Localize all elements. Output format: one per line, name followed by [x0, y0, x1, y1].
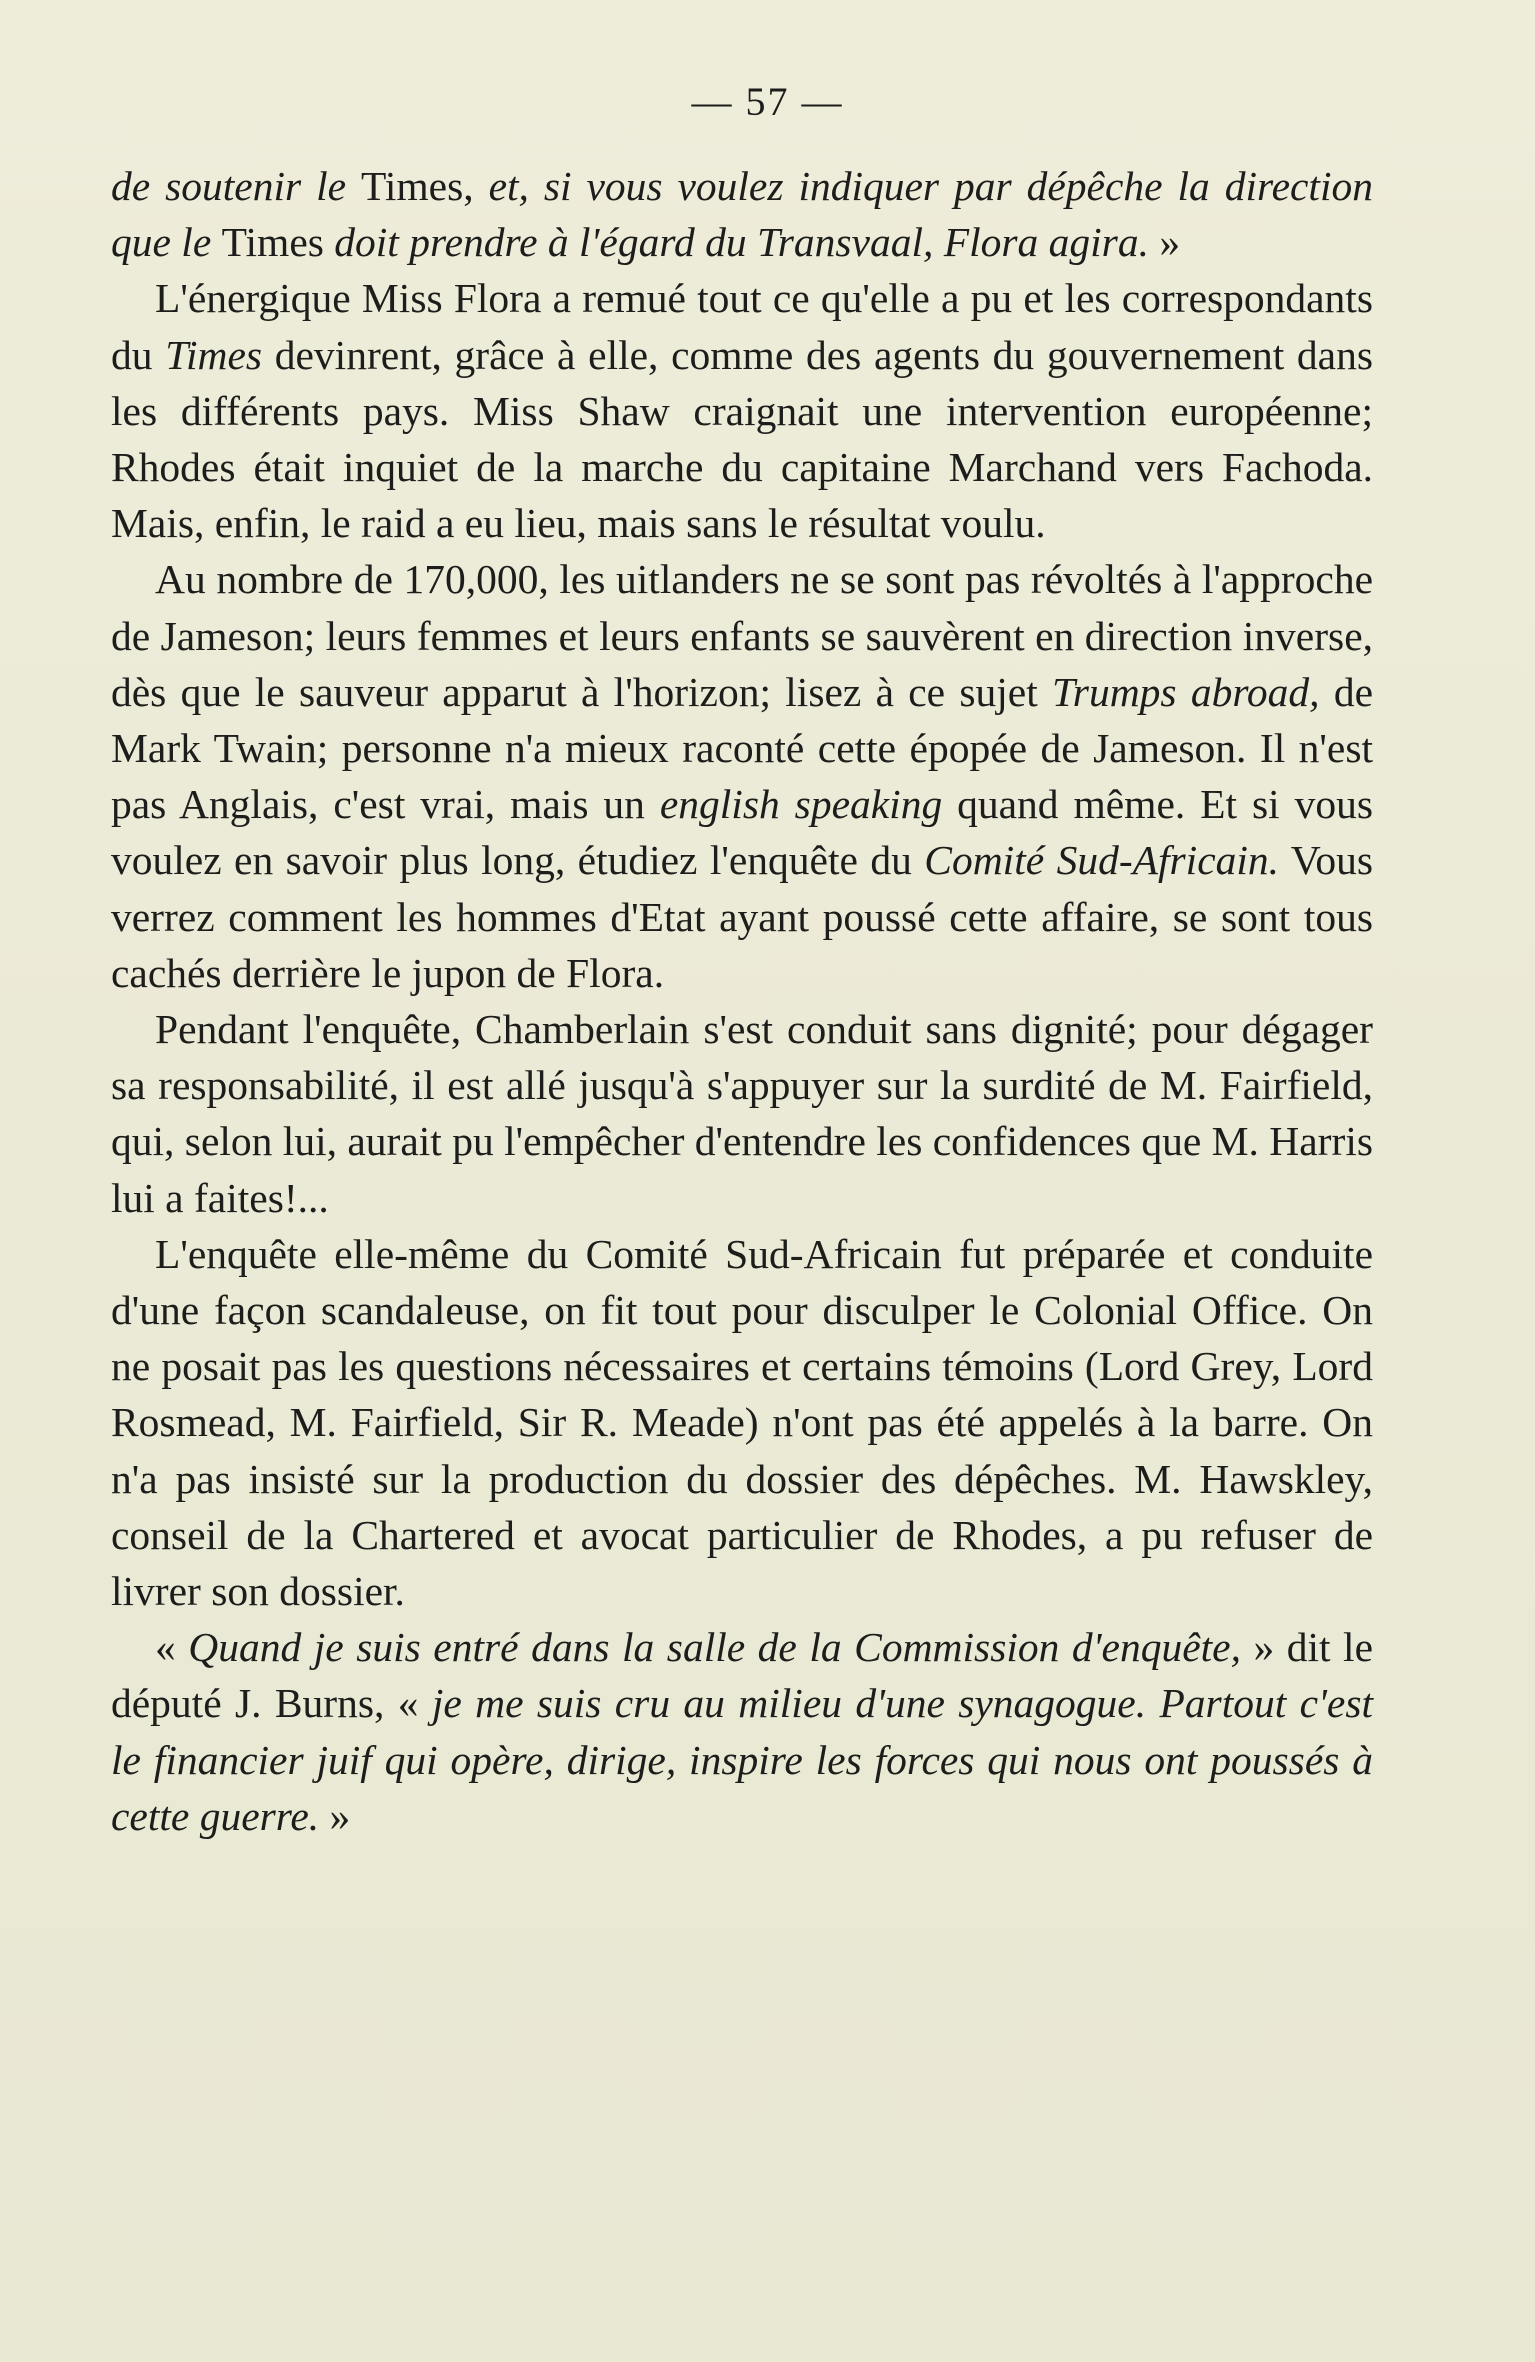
italic-text-run: Trumps abroad,	[1052, 668, 1320, 715]
text-run: Times,	[360, 163, 489, 209]
text-run: Pendant l'enquête, Chamberlain s'est conduit sans dignité; pour dégager sa responsabilité, il est allé jusqu'à s'appuyer sur la surdité de M. Fairfield, qui, selon lui, aurait pu l'empêcher d'entendre les confidences que M. Harris lui a faites!...	[111, 1006, 1373, 1221]
italic-text-run: de soutenir le	[111, 163, 361, 209]
italic-text-run: Comité Sud-Africain.	[924, 837, 1280, 884]
text-run: L'énergique Miss Flora a remué tout ce qu'elle a pu et les correspondants du	[111, 275, 1373, 378]
italic-text-run: Quand je suis entré dans la salle de la Commission d'enquête,	[188, 1624, 1254, 1671]
text-run: «	[155, 1624, 189, 1671]
text-run: de Mark Twain; personne n'a mieux raconté cette épopée de Jameson. Il n'est pas Anglais, c'est vrai, mais un	[111, 668, 1373, 828]
paragraph	[111, 1001, 1373, 1226]
page-number: — 57 —	[691, 79, 844, 124]
paragraph	[111, 158, 1373, 270]
text-run: » dit le député J. Burns, «	[111, 1624, 1373, 1727]
italic-text-run: english speaking	[659, 781, 943, 828]
text-run: L'enquête elle-même du Comité Sud-Africain fut préparée et conduite d'une façon scandaleuse, on fit tout pour disculper le Colonial Office. On ne posait pas les questions nécessaires et certains témoins (Lord Grey, Lord Rosmead, M. Fairfield, Sir R. Meade) n'ont pas été appelés à la barre. On n'a pas insisté sur la production du dossier des dépêches. M. Hawskley, conseil de la Chartered et avocat particulier de Rhodes, a pu refuser de livrer son dossier.	[111, 1230, 1373, 1615]
paragraph	[111, 1619, 1373, 1844]
text-run: quand même. Et si vous voulez en savoir plus long, étudiez l'enquête du	[111, 781, 1374, 884]
body-text	[111, 158, 1373, 1844]
text-run: »	[329, 1792, 351, 1839]
text-run: Au nombre de 170,000, les uitlanders ne se sont pas révoltés à l'approche de Jameson; leurs femmes et leurs enfants se sauvèrent en direction inverse, dès que le sauveur apparut à l'horizon; lisez à ce sujet	[111, 556, 1373, 715]
paragraph	[111, 551, 1373, 1001]
paragraph	[111, 1226, 1373, 1619]
text-run: Vous verrez comment les hommes d'Etat ayant poussé cette affaire, se sont tous cachés derrière le jupon de Flora.	[111, 837, 1373, 996]
italic-text-run: je me suis cru au milieu d'une synagogue. Partout c'est le financier juif qui opère, dirige, inspire les forces qui nous ont poussés à cette guerre.	[111, 1680, 1374, 1839]
paragraph	[111, 270, 1373, 551]
italic-text-run: et, si vous voulez indiquer par dépêche la direction que le	[111, 163, 1373, 266]
text-run: devinrent, grâce à elle, comme des agents du gouvernement dans les différents pays. Miss Shaw craignait une intervention européenne; Rhodes était inquiet de la marche du capitaine Marchand vers Fachoda. Mais, enfin, le raid a eu lieu, mais sans le résultat voulu.	[111, 331, 1373, 547]
text-run: Times	[221, 219, 335, 266]
italic-text-run: doit prendre à l'égard du Transvaal, Flora agira.	[334, 219, 1160, 266]
italic-text-run: Times	[165, 331, 263, 378]
text-run: »	[1159, 219, 1181, 266]
